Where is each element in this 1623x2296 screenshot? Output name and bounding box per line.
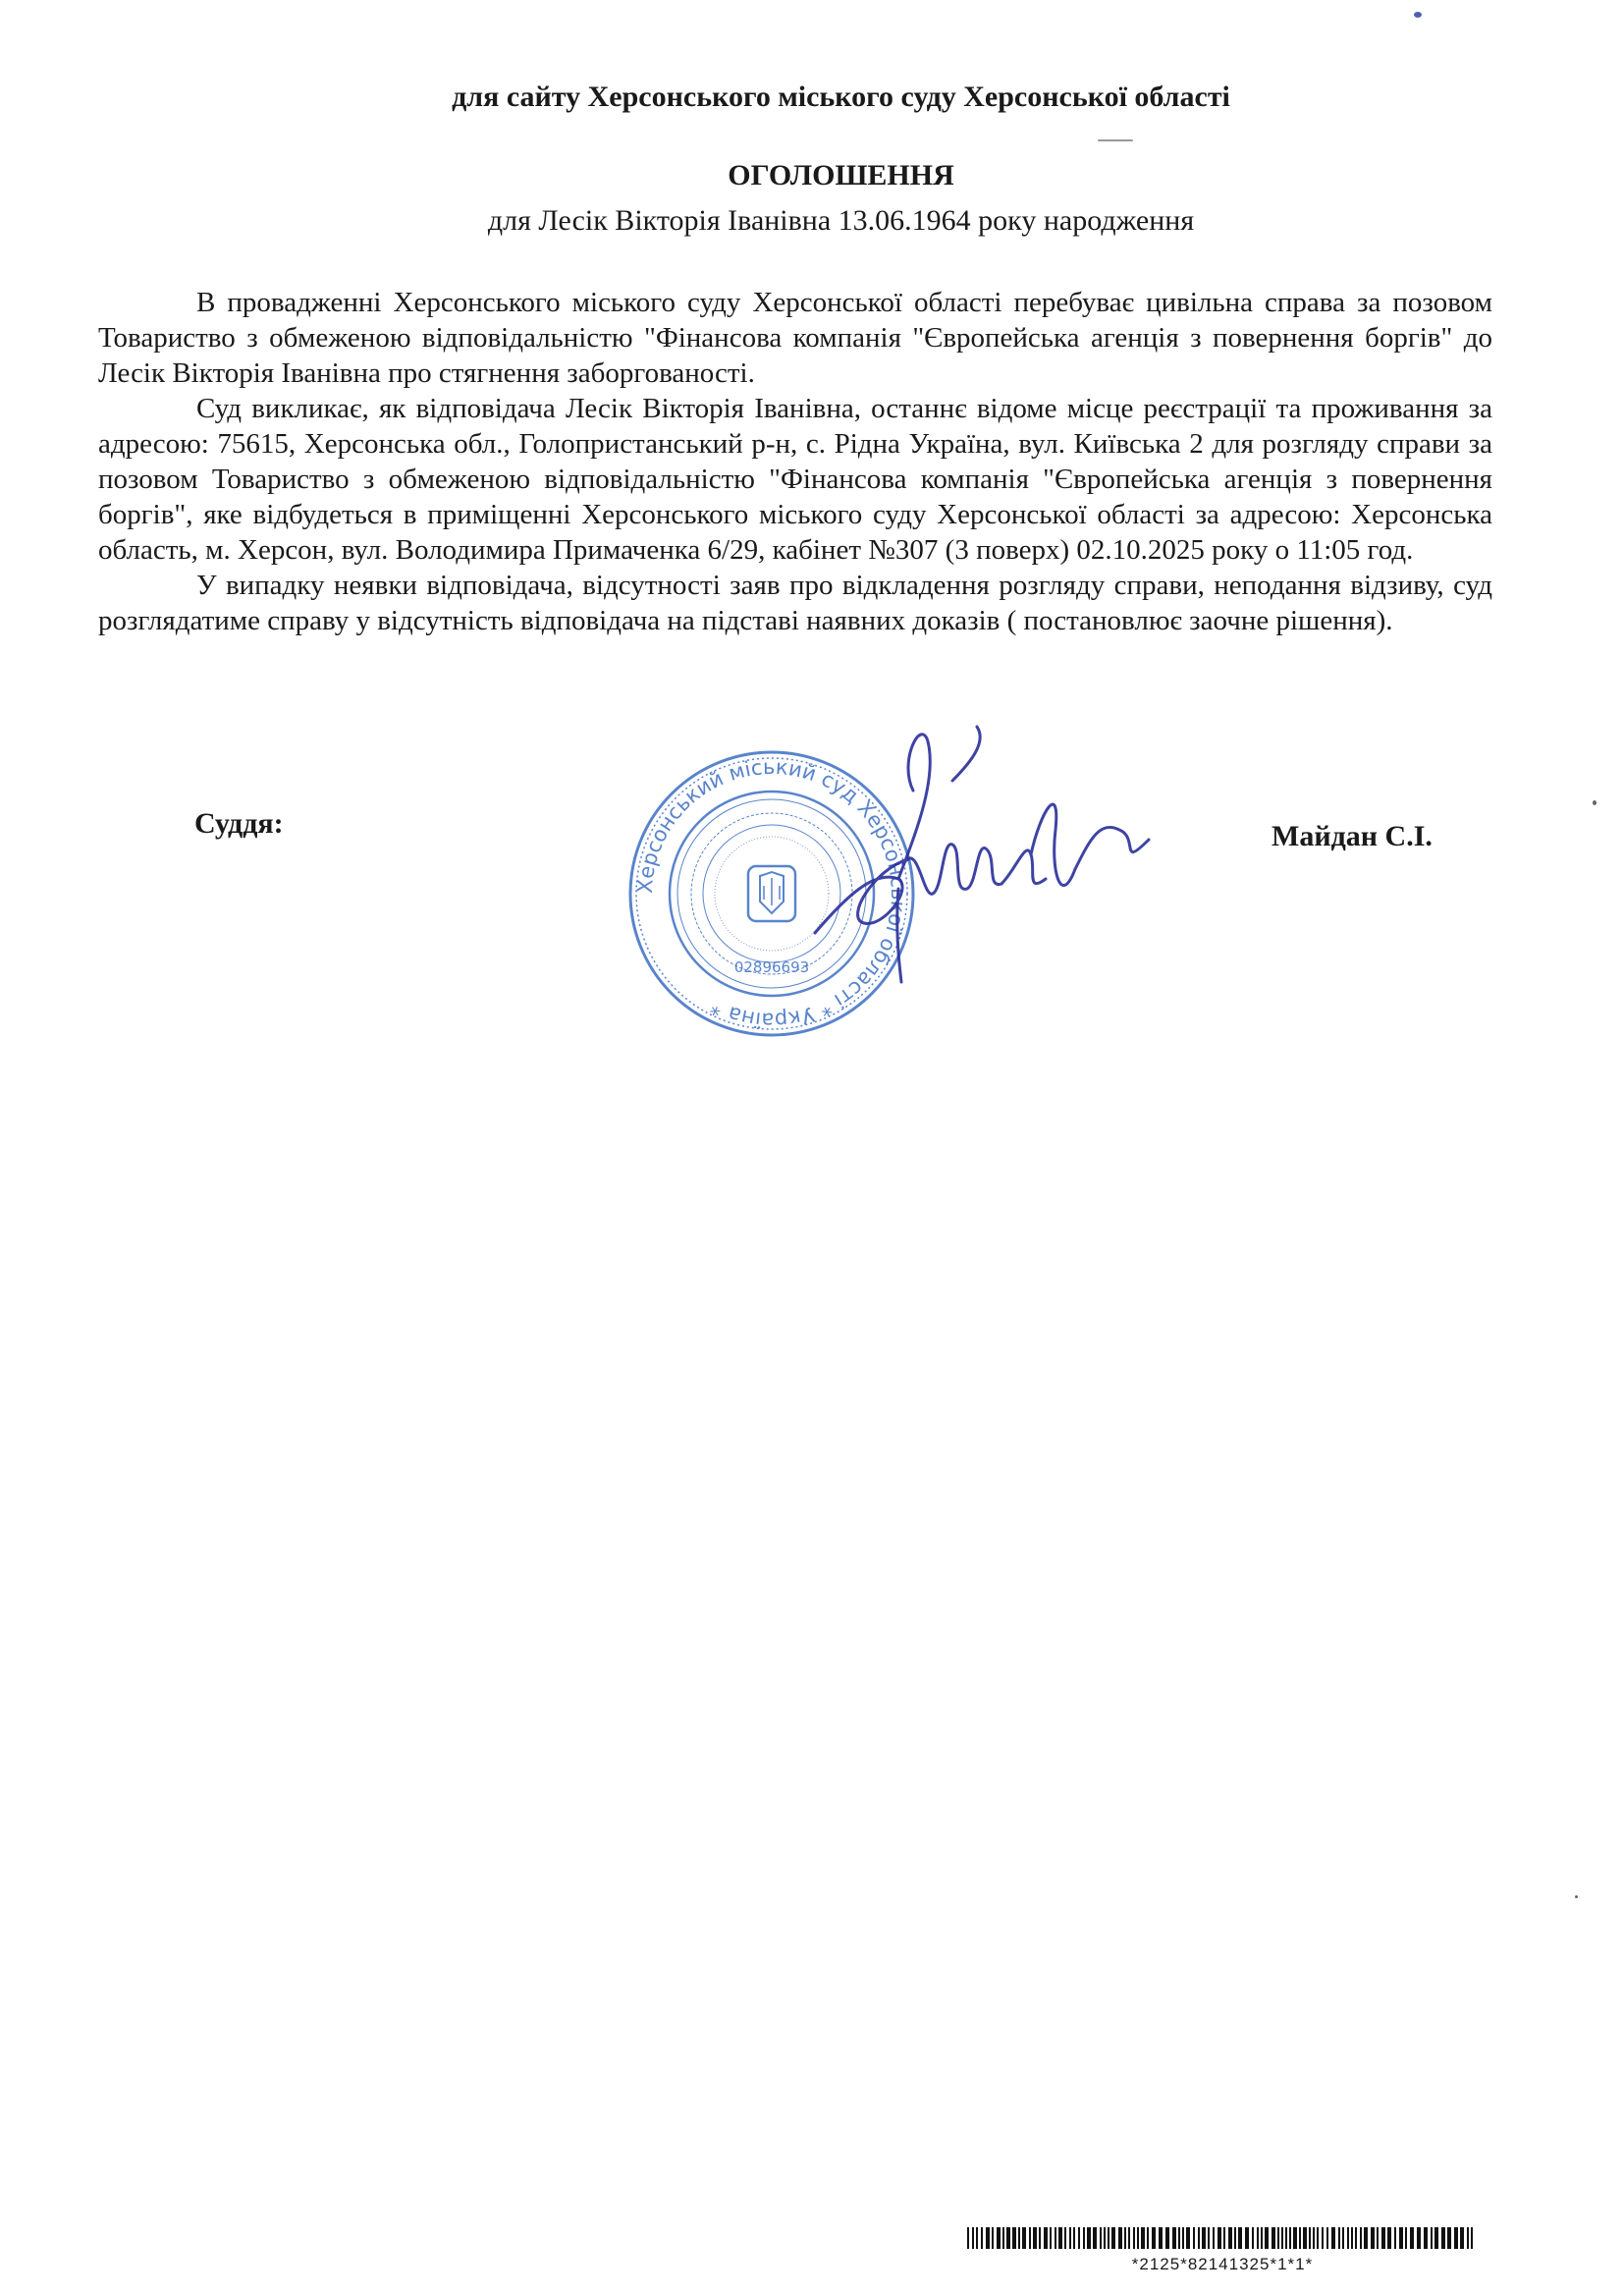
scan-speck	[1593, 800, 1596, 805]
barcode-bar	[1029, 2227, 1031, 2249]
barcode-bar	[1285, 2227, 1287, 2249]
announcement-body	[98, 285, 1492, 638]
barcode-bar	[1265, 2227, 1269, 2249]
barcode-bar	[1252, 2227, 1254, 2249]
barcode-bar	[1223, 2227, 1225, 2249]
barcode-bar	[967, 2227, 969, 2249]
barcode-bar	[1342, 2227, 1344, 2249]
barcode-bar	[1087, 2227, 1091, 2249]
judge-name: Майдан С.І.	[1271, 820, 1433, 852]
site-header-line: для сайту Херсонського міського суду Херсонської області	[452, 81, 1230, 113]
paragraph-default-notice: У випадку неявки відповідача, відсутності заяв про відкладення розгляду справи, неподання відзиву, суд розглядатиме справу у відсутність відповідача на підставі наявних доказів ( постановлює заочне рішення).	[98, 570, 1492, 636]
announcement-title: ОГОЛОШЕННЯ	[728, 159, 954, 191]
barcode-bar	[1044, 2227, 1048, 2249]
barcode-bar	[1128, 2227, 1130, 2249]
barcode-bar	[1165, 2227, 1169, 2249]
barcode-bar	[1186, 2227, 1190, 2249]
barcode-bar	[1033, 2227, 1037, 2249]
barcode-bar	[976, 2227, 978, 2249]
barcode-bar	[1289, 2227, 1291, 2249]
barcode-bar	[1178, 2227, 1180, 2249]
barcode-bar	[1152, 2227, 1156, 2249]
barcode-bar	[1228, 2227, 1232, 2249]
barcode-bar	[1193, 2227, 1195, 2249]
barcode-bar	[1159, 2227, 1163, 2249]
barcode-bar	[1238, 2227, 1242, 2249]
barcode-bar	[1405, 2227, 1407, 2249]
barcode-bar	[1399, 2227, 1403, 2249]
barcode-bar	[1371, 2227, 1375, 2249]
barcode-bar	[1326, 2227, 1328, 2249]
barcode-bar	[1064, 2227, 1066, 2249]
barcode-bar	[1293, 2227, 1297, 2249]
barcode-bar	[1208, 2227, 1210, 2249]
barcode-bar	[1317, 2227, 1319, 2249]
seal-outer-text: Херсонський міський суд Херсонської області * Україна *	[632, 754, 911, 1033]
barcode-bar	[1431, 2227, 1433, 2249]
barcode-bar	[1133, 2227, 1135, 2249]
paragraph-summons: Суд викликає, як відповідача Лесік Вікторія Іванівна, останнє відоме місце реєстрації та проживання за адресою: 75615, Херсонська обл., Голопристанський р-н, с. Рідна Україна, вул. Київська 2 для розгляду справи за позовом Товариство з обмеженою відповідальністю "Фінансова компанія "Європейська агенція з повернення боргів", яке відбудеться в приміщенні Херсонського міського суду Херсонської області за адресою: Херсонська область, м. Херсон, вул. Володимира Примаченка 6/29, кабінет №307 (3 поверх) 02.10.2025 року о 11:05 год.	[98, 393, 1492, 566]
barcode-number: *2125*82141325*1*1*	[1131, 2255, 1314, 2273]
paragraph-case-info: В провадженні Херсонського міського суду Херсонської області перебуває цивільна справа за позовом Товариство з обмеженою відповідальністю "Фінансова компанія "Європейська агенція з повернення боргів" до Лесік Вікторія Іванівна про стягнення заборгованості.	[98, 287, 1492, 389]
barcode-bar	[1313, 2227, 1315, 2249]
barcode-bar	[997, 2227, 1001, 2249]
barcode-bar	[1261, 2227, 1263, 2249]
barcode-bar	[1217, 2227, 1221, 2249]
announcement-subtitle: для Лесік Вікторія Іванівна 13.06.1964 року народження	[487, 204, 1195, 237]
barcode-bar	[1002, 2227, 1004, 2249]
barcode-bar	[981, 2227, 983, 2249]
seal-code: 02896693	[733, 958, 810, 976]
document-barcode	[967, 2227, 1478, 2249]
barcode-bar	[1281, 2227, 1283, 2249]
barcode-bar	[1182, 2227, 1184, 2249]
barcode-bar	[1147, 2227, 1149, 2249]
barcode-bar	[1118, 2227, 1122, 2249]
barcode-bar	[1322, 2227, 1324, 2249]
barcode-bar	[1277, 2227, 1279, 2249]
barcode-bar	[1198, 2227, 1200, 2249]
barcode-bar	[1111, 2227, 1115, 2249]
barcode-bar	[1351, 2227, 1353, 2249]
barcode-bar	[1454, 2227, 1458, 2249]
barcode-bar	[1018, 2227, 1020, 2249]
barcode-bar	[1055, 2227, 1056, 2249]
barcode-bar	[1441, 2227, 1445, 2249]
barcode-bar	[1364, 2227, 1368, 2249]
barcode-bar	[1447, 2227, 1451, 2249]
barcode-bar	[986, 2227, 990, 2249]
barcode-bar	[1172, 2227, 1176, 2249]
barcode-bar	[1093, 2227, 1097, 2249]
barcode-bar	[1299, 2227, 1301, 2249]
barcode-bar	[1137, 2227, 1139, 2249]
barcode-bar	[1331, 2227, 1335, 2249]
barcode-bar	[1309, 2227, 1311, 2249]
barcode-bar	[1257, 2227, 1259, 2249]
scan-speck	[1575, 1895, 1578, 1898]
barcode-bar	[1069, 2227, 1071, 2249]
barcode-bar	[1108, 2227, 1109, 2249]
barcode-bar	[1381, 2227, 1385, 2249]
barcode-bar	[1141, 2227, 1145, 2249]
barcode-bar	[1424, 2227, 1428, 2249]
scan-speck	[1098, 139, 1133, 141]
barcode-bar	[1012, 2227, 1016, 2249]
barcode-bar	[1303, 2227, 1307, 2249]
barcode-bar	[1471, 2227, 1473, 2249]
barcode-bar	[1271, 2227, 1275, 2249]
barcode-bar	[1213, 2227, 1215, 2249]
barcode-bar	[1467, 2227, 1469, 2249]
barcode-bar	[1022, 2227, 1026, 2249]
barcode-bar	[1202, 2227, 1206, 2249]
barcode-bar	[1073, 2227, 1075, 2249]
barcode-bar	[1058, 2227, 1062, 2249]
barcode-bar	[1460, 2227, 1464, 2249]
barcode-bar	[1100, 2227, 1102, 2249]
barcode-bar	[1377, 2227, 1379, 2249]
barcode-bar	[1360, 2227, 1362, 2249]
barcode-bar	[1355, 2227, 1357, 2249]
barcode-bar	[1006, 2227, 1010, 2249]
barcode-bar	[972, 2227, 974, 2249]
judge-label: Суддя:	[194, 807, 284, 840]
judge-signature	[805, 722, 1159, 987]
barcode-bar	[1039, 2227, 1041, 2249]
scan-speck	[1414, 12, 1422, 18]
barcode-bar	[1124, 2227, 1126, 2249]
barcode-bar	[1104, 2227, 1106, 2249]
barcode-bar	[1245, 2227, 1249, 2249]
barcode-bar	[1347, 2227, 1349, 2249]
barcode-bar	[1417, 2227, 1421, 2249]
barcode-bar	[1234, 2227, 1236, 2249]
barcode-bar	[1338, 2227, 1340, 2249]
barcode-bar	[992, 2227, 994, 2249]
barcode-bar	[1050, 2227, 1052, 2249]
barcode-bar	[1387, 2227, 1391, 2249]
barcode-bar	[1410, 2227, 1414, 2249]
barcode-bar	[1083, 2227, 1085, 2249]
barcode-bar	[1078, 2227, 1080, 2249]
barcode-bar	[1394, 2227, 1396, 2249]
barcode-bar	[1434, 2227, 1438, 2249]
